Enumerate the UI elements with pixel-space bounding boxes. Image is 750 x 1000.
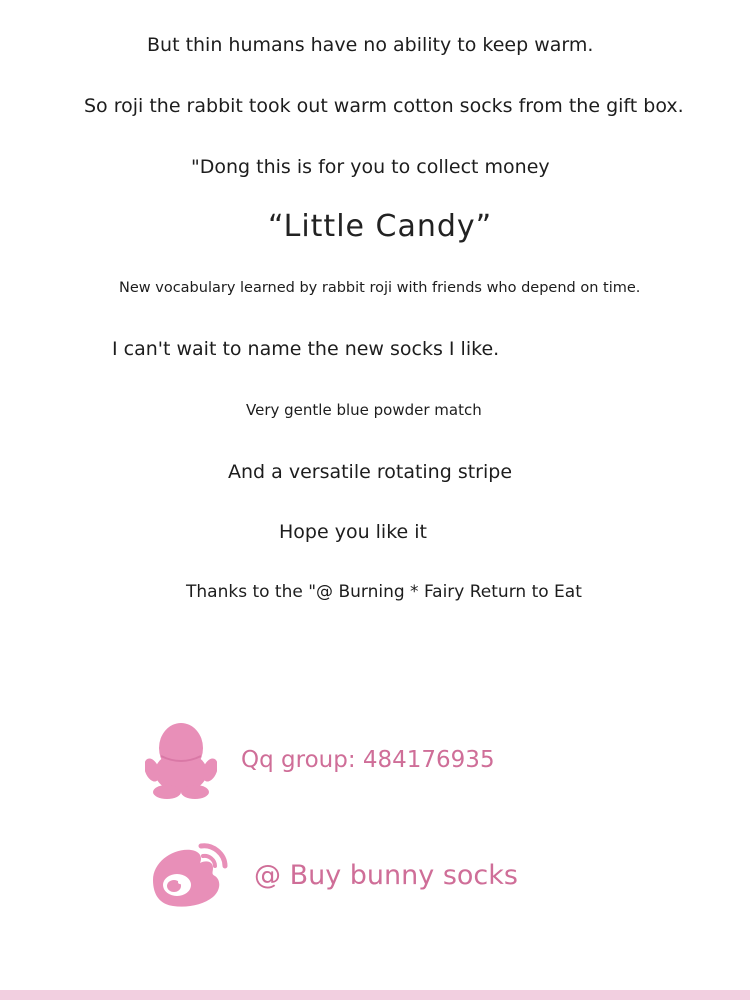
page-title: “Little Candy” bbox=[268, 209, 493, 244]
story-line-2: So roji the rabbit took out warm cotton socks from the gift box. bbox=[84, 95, 684, 117]
bottom-band bbox=[0, 990, 750, 1000]
story-line-6: And a versatile rotating stripe bbox=[228, 461, 513, 483]
qq-penguin-icon bbox=[145, 720, 217, 800]
story-line-3: "Dong this is for you to collect money bbox=[191, 156, 550, 178]
weibo-icon bbox=[143, 836, 233, 908]
qq-group-label: Qq group: 484176935 bbox=[241, 747, 495, 773]
story-line-1: But thin humans have no ability to keep warm. bbox=[147, 34, 594, 56]
story-line-5: Very gentle blue powder match bbox=[246, 401, 482, 419]
story-line-8: Thanks to the "@ Burning * Fairy Return to Eat bbox=[186, 582, 582, 602]
vocab-note: New vocabulary learned by rabbit roji with friends who depend on time. bbox=[119, 280, 641, 296]
story-line-4: I can't wait to name the new socks I like. bbox=[112, 338, 500, 360]
story-line-7: Hope you like it bbox=[279, 521, 427, 543]
weibo-account-label: @ Buy bunny socks bbox=[254, 860, 518, 891]
